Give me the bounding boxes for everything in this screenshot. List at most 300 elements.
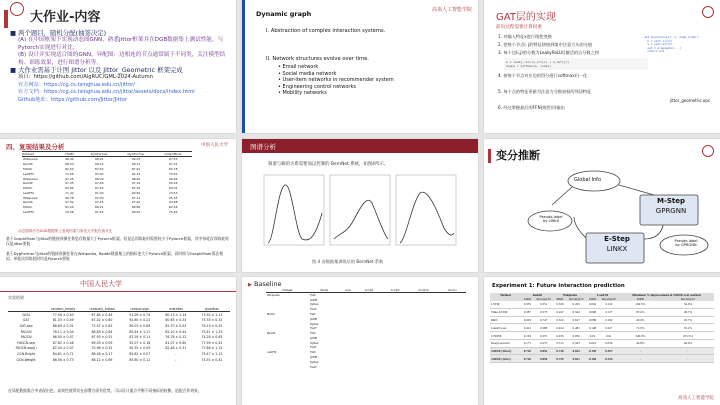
table-cell: 82.16 [168, 205, 178, 210]
table-cell: JODIE [309, 298, 318, 302]
table-cell: 0.148 [586, 324, 599, 332]
table-cell: 72.57 ± 0.63 [91, 323, 113, 328]
table-cell: 0.831 [566, 355, 586, 363]
table-cell: 44.8% [619, 339, 662, 347]
table-cell: 0.01 [586, 332, 599, 340]
table-cell: 0.247 [554, 308, 567, 316]
slide-dynamic-graph[interactable] [242, 0, 478, 133]
table-cell [266, 365, 309, 370]
table-cell: 0.257 [534, 332, 554, 340]
table-cell: 83.95 [65, 186, 74, 191]
table-cell: 0.563 [566, 339, 586, 347]
slide3-code-right: def execute(self, x, edge_index): h = self.lin(x) a = self.att(h) out = propagate(...) return out [644, 35, 700, 54]
e-step-model: LINKX [606, 245, 628, 253]
table-cell: 0.355 [521, 301, 534, 308]
table-cell: 86.05 ± 0.07 [52, 335, 74, 340]
slide-course-project[interactable] [0, 0, 236, 133]
table-cell: 75.41 ± 1.33 [201, 329, 223, 334]
table-row [8, 357, 230, 363]
table-cell: 68.48 ± 0.17 [91, 351, 113, 356]
table-cell: 97.25 [65, 176, 74, 181]
table-cell: 87.25 [131, 186, 141, 191]
table-header: Loss [345, 289, 351, 292]
table-cell: 87.82 ± 0.46 [52, 340, 74, 345]
table-cell: 20.4% [619, 316, 662, 324]
slide2-item2: II. Network structures evolve over time. [266, 56, 369, 62]
slide5-caption: 图 4 各数据集训练后的 BernNet 系数 [312, 259, 384, 264]
table-cell: 0.056 [566, 332, 586, 340]
table-cell: 98.40 [65, 157, 74, 162]
table-cell: 0.01 [599, 332, 619, 340]
table-subheader: Recall@10 [569, 297, 584, 301]
table-cell [340, 365, 357, 370]
table-cell: 92.60 ± 0.22 [129, 318, 151, 323]
table-cell: 340.0% [619, 332, 662, 340]
table-cell: 231.5% [662, 332, 714, 340]
table-cell: 96.78 [65, 195, 74, 200]
baseline-table [266, 289, 466, 370]
table-cell: FAGCN [20, 335, 32, 340]
slide1-body [10, 30, 230, 104]
slide2-left-bar [242, 0, 245, 133]
table-cell: 0.195 [586, 347, 599, 355]
table-cell: TGAT [309, 308, 317, 312]
table-cell: 0.019 [586, 339, 599, 347]
table-cell: 0.387 [521, 308, 534, 316]
table-cell: 71.66 [65, 171, 74, 176]
heterophily-table [8, 307, 230, 362]
table-subheader: MRR [523, 297, 531, 301]
table-cell: MOOC [267, 313, 276, 317]
table-cell: 0.551 [534, 301, 554, 308]
table-cell: 92.35 ± 0.09 [129, 346, 151, 351]
slide5-header-bar [242, 139, 478, 153]
table-cell: 0.254 [599, 355, 619, 363]
table-subheader: MRR [589, 297, 597, 301]
table-cell: 46.0% [662, 339, 714, 347]
table-cell: 0.747 [534, 316, 554, 324]
link-docs[interactable]: 官方文档：https://cg.cs.tsinghua.edu.cn/jittor/assets/docs/index.html [18, 89, 195, 96]
table-cell [356, 365, 382, 370]
table-cell: 99.22 [94, 162, 104, 167]
table-cell: 82.78 [168, 166, 178, 171]
table-cell: 98.91 [94, 157, 104, 162]
table-cell: 75.35 ± 0.32 [201, 318, 223, 323]
table-cell: 86.56 ± 0.73 [52, 357, 74, 362]
slide-baseline[interactable] [242, 277, 478, 405]
table-cell: 0.039 [599, 339, 619, 347]
table-cell: 77.99 ± 0.42 [201, 340, 223, 345]
table-header: Reddit [532, 293, 542, 297]
table-cell: 75.61 [168, 171, 178, 176]
table-cell: 77.56 ± 0.40 [52, 312, 74, 317]
table-cell: 18.7% [662, 316, 714, 324]
table-cell: 68.12 ± 0.69 [91, 357, 113, 362]
table-cell: 0.822 [566, 347, 586, 355]
table-cell: 74.91 ± 0.42 [201, 357, 223, 362]
table-header: Wikipedia [562, 293, 577, 297]
pseudo-label-linkx [534, 215, 568, 223]
table-cell: 98.09 [94, 176, 104, 181]
table-subheader: Recall@10 [680, 297, 696, 301]
table-cell: FAGCN-sep [17, 340, 35, 345]
table-cell: 60.65 ± 0.34 [165, 318, 187, 323]
table-cell: 87.44 ± 0.07 [52, 346, 74, 351]
table-cell: JODIE (Jittor) [490, 347, 521, 355]
link-project[interactable]: 项目：https://github.com/AlgRUC/GML-2024-Autumn [18, 74, 153, 81]
table-cell: 74.28 ± 0.65 [201, 335, 223, 340]
table-cell: 35.2% [662, 324, 714, 332]
table-cell [408, 365, 439, 370]
table-cell: DCN [22, 312, 30, 317]
results-table [22, 151, 192, 214]
pseudo-label-source: by GPRGNN [675, 243, 697, 248]
table-header: uniquely_kdbao [89, 307, 115, 311]
slide6-logo [702, 145, 714, 157]
table-cell: 97.25 [94, 200, 104, 205]
topic-b: (B) 设计并实现适合图的GNN。异配图：边相连的节点通常属于不同类，关注模型结构、训练效果，进行图谱分析等。 [18, 52, 226, 66]
table-cell: 0.119 [599, 301, 619, 308]
table-header: mistakes [168, 307, 183, 311]
link-website[interactable]: 官方网站：https://cg.cs.tsinghua.edu.cn/jittor/ [18, 81, 136, 88]
table-cell: GAT [22, 318, 30, 323]
slide-gat-layer[interactable] [484, 0, 720, 133]
slide4-logo: 中国人民大学 [201, 143, 228, 148]
table-cell: Wikipedia [23, 195, 38, 200]
table-cell: 0.522 [554, 316, 567, 324]
table-cell: 97.48 [94, 181, 104, 186]
table-header: Dataset [282, 289, 293, 292]
table-cell: 0.573 [534, 308, 554, 316]
table-cell: 90.50 [131, 190, 141, 195]
table-cell: MOOC [23, 186, 33, 191]
table-cell: MOOC [23, 166, 33, 171]
table-row [490, 308, 714, 316]
table-cell: 104.5% [619, 301, 662, 308]
list-item: • Email network [278, 64, 319, 70]
table-cell: DyRep [309, 360, 319, 364]
slide1-accent-bar [4, 10, 8, 28]
table-cell: - [175, 357, 177, 362]
table-cell: JODIE [309, 336, 318, 340]
table-cell: LSTM [490, 301, 521, 308]
table-cell: RRN [490, 316, 521, 324]
table-cell: Reddit [23, 162, 33, 167]
table-cell: 81.20 [65, 205, 74, 210]
table-header: Method [500, 293, 511, 297]
table-cell: 82.10 ± 0.44 [165, 329, 187, 334]
table-header: LastFM [596, 293, 608, 297]
table-cell: 85.82 ± 0.07 [129, 351, 151, 356]
slide4-title: 四、复现结果及分析 [6, 143, 65, 151]
slide-experiment-1[interactable] [484, 277, 720, 405]
table-cell: 98.60 [131, 176, 141, 181]
table-cell: 0.759 [554, 355, 567, 363]
slide8-title [248, 280, 282, 288]
table-cell: 90.02 [131, 209, 141, 214]
table-cell: 0.421 [521, 324, 534, 332]
step-item: 2. 把每个节点i, j的特征拼接到第中注意力头的分值 [498, 42, 593, 47]
table-cell: 0.182 [599, 316, 619, 324]
table-cell: JODIE (Ours) [490, 355, 521, 363]
table-cell: 0.455 [566, 301, 586, 308]
table-subheader: Recall@10 [601, 297, 616, 301]
table-header: DyGFormer [90, 152, 108, 156]
table-cell: 97.40 [131, 200, 141, 205]
slide2-logo: 高瓴人工智能学院 [431, 7, 472, 13]
table-cell: LastFM [23, 171, 34, 176]
table-header: DyGFormer [127, 152, 145, 156]
pseudo-label-source: by LINKX [542, 219, 560, 224]
table-cell: DyRep [309, 322, 319, 326]
slide5-title: 图谱分析 [250, 143, 276, 151]
slide1-title: 大作业-内容 [30, 10, 101, 25]
table-cell: 76.76 ± 0.12 [165, 335, 187, 340]
slide8-title-text: Baseline [253, 280, 282, 288]
bernnet-coefficients-chart [262, 173, 462, 255]
table-cell: 67.93 ± 0.51 [91, 335, 113, 340]
table-cell: 0.068 [586, 308, 599, 316]
table-cell: 86.89 ± 0.31 [52, 323, 74, 328]
table-cell: FAGCN-sep(J) [15, 346, 37, 351]
table-cell: TGAT [309, 346, 317, 350]
step-item: 6. 经过掌握最后的FFN(线性层)输出 [498, 105, 565, 110]
table-row [266, 365, 466, 370]
table-cell: 0.137 [599, 308, 619, 316]
table-cell: 99.11 [131, 162, 141, 167]
table-cell: 0.165 [521, 332, 534, 340]
slide7-logo: 中国人民大学 [80, 280, 122, 288]
pseudo-label-text: Pseudo-label [674, 239, 698, 243]
table-cell: TGN [309, 332, 316, 336]
table-cell: 71.9% [619, 324, 662, 332]
table-cell: 82.50 [65, 166, 74, 171]
slide6-title: 变分推断 [496, 149, 540, 162]
slide2-item1: I. Abstraction of complex interaction systems. [266, 28, 386, 34]
table-cell: TGN [309, 351, 316, 355]
table-cell: 73.53 [168, 190, 178, 195]
table-cell: 91.55 [94, 209, 104, 214]
table-cell: 94.98 [168, 200, 178, 205]
table-cell: 0.603 [521, 316, 534, 324]
table-header: TGNN [65, 152, 74, 156]
table-cell [382, 365, 408, 370]
table-cell: 99.03 [131, 157, 141, 162]
table-cell: 91.00 [94, 190, 104, 195]
table-cell: 71.42 [65, 190, 74, 195]
table-cell: GAT-sep [19, 323, 33, 328]
table-row [490, 316, 714, 324]
table-cell: 91.26 ± 0.74 [129, 312, 151, 317]
slide-variational-inference[interactable] [484, 139, 720, 272]
table-cell: TGAT [309, 327, 317, 331]
table-cell: FAGCN [20, 329, 32, 334]
table-cell: 87.16 ± 0.11 [129, 335, 151, 340]
table-cell: Reddit [23, 200, 33, 205]
table-cell [439, 365, 466, 370]
slide7-text: 在异配数据集合中表现出色，高效性使得其在部署方面有优势，可以设计重点平衡不同指标的权衡。追配合作效果。 [8, 388, 202, 393]
table-cell: DyRep [309, 341, 319, 345]
table-subheader: MRR [556, 297, 564, 301]
table-cell: 70.96 ± 0.32 [91, 346, 113, 351]
slide-heterophily-results[interactable] [0, 277, 236, 405]
table-cell: 86.80 [131, 205, 141, 210]
m-step-model: GPRGNN [655, 207, 687, 215]
step-item: 5. 每个点的特征更新为注意力分数加权的邻居特征 [498, 89, 592, 94]
table-cell: 97.12 [131, 181, 141, 186]
table-cell: 79.19 ± 0.45 [201, 323, 223, 328]
table-cell: 96.65 [168, 176, 178, 181]
table-cell: JODIE [309, 317, 318, 321]
slide9-logo: 高瓴人工智能学院 [678, 396, 714, 401]
table-cell: 0.424 [554, 324, 567, 332]
table-cell: GCN-Weight [16, 357, 36, 362]
table-subheader: Recall@10 [536, 297, 551, 301]
list-item: • Engineering control networks [278, 83, 356, 90]
table-row [490, 355, 714, 363]
table-cell: 92.07 ± 0.18 [129, 340, 151, 345]
table-cell: 80.13 ± 1.14 [165, 312, 187, 317]
table-cell: 0.746 [554, 347, 567, 355]
table-cell: 0.342 [566, 308, 586, 316]
table-cell: 0.481 [566, 324, 586, 332]
table-cell: 87.52 [94, 186, 104, 191]
table-row [22, 210, 192, 215]
table-cell: 70.08 [65, 209, 74, 214]
table-cell: 97.02 [65, 200, 74, 205]
slide-reproduction-results[interactable] [0, 139, 236, 272]
table-cell: 85.44 ± 1.11 [129, 329, 151, 334]
table-cell: LastFM [267, 351, 277, 355]
list-item: • Mobility networks [278, 90, 327, 97]
table-cell: 0.275 [534, 339, 554, 347]
table-cell: 87.6% [619, 308, 662, 316]
slide2-title: Dynamic graph [256, 10, 312, 18]
table-header: GraphMixer [164, 152, 182, 156]
slide7-title: 实验结果 [8, 295, 24, 300]
table-cell: 84.01 [168, 186, 178, 191]
list-item: • Social media network [278, 70, 337, 77]
table-cell: CTDNE [490, 332, 521, 340]
table-cell: 67.42 ± 0.60 [91, 318, 113, 323]
table-cell: 0.171 [521, 339, 534, 347]
table-header: Minimum % improvement of JODIE over method [632, 293, 701, 297]
table-cell: DeepCoevolve [490, 339, 521, 347]
table-cell: TGAT [309, 365, 317, 369]
table-cell: JODIE [309, 356, 318, 360]
table-cell: GCN-Bright [17, 351, 35, 356]
table-cell: Time-LSTM [490, 308, 521, 316]
table-subheader-row [490, 297, 714, 301]
table-cell: 95.35 [168, 195, 178, 200]
table-cell: TGN [309, 293, 316, 297]
slide-spectrum-analysis[interactable] [242, 139, 478, 272]
slide3-sub: 前向过程需要计算权重 [496, 25, 542, 30]
table-header: unique-sign [130, 307, 150, 311]
experiment-table [490, 293, 714, 363]
topic-a: (A) 在中国框架下实现动态图GNN，熟悉Jittor框架并在DGB数据集上测试性能，与Pytorch实现进行对比； [18, 37, 224, 51]
table-cell: 0.227 [599, 324, 619, 332]
table-cell: 48.7% [662, 308, 714, 316]
table-cell: 0.515 [554, 339, 567, 347]
play-icon: ▶ [248, 282, 252, 288]
subplot-3 [396, 175, 456, 245]
table-cell: 97.00 [94, 195, 104, 200]
slide6-accent [488, 149, 491, 163]
table-cell: 0.307 [599, 347, 619, 355]
table-cell: 90.03 ± 0.89 [129, 323, 151, 328]
table-cell: 85.60 ± 0.12 [129, 357, 151, 362]
list-item: • User-item networks in recommender system [278, 77, 394, 84]
slide4-caption: 动态图算法在DGB数据集上复现结果与原论文中报告值对比 [18, 229, 113, 233]
table-cell: 69.05 ± 0.09 [91, 340, 113, 345]
slide4-text2: 基于DygFormer与jittor的链接预测任务在Wikipedia, Reddit数据集上的指标更大于Pytorch框架，而时间与GraphMixer算法相似，单轮次训练耗时均是Pytorch要低 [6, 251, 224, 261]
table-cell: 0.726 [521, 355, 534, 363]
table-cell: 0.035 [554, 332, 567, 340]
slide7-header-line [0, 291, 236, 292]
table-cell: 97.25 [168, 157, 178, 162]
table-header: Dataset [22, 152, 34, 156]
slide9-title: Experiment 1: Future interaction prediction [492, 283, 625, 289]
slide5-text: 频谱与熵的关系需要加以控制的 BernNet 系统，如图4所示。 [268, 162, 389, 167]
table-cell: 68.83 ± 0.64 [91, 329, 113, 334]
table-cell: DyRep [309, 303, 319, 307]
slide2-list [278, 64, 394, 97]
table-cell: 0.329 [554, 301, 567, 308]
table-cell: 77.86 ± 1.12 [201, 346, 223, 351]
table-row [490, 332, 714, 340]
table-cell: - [662, 347, 714, 355]
slide1-logo [10, 2, 24, 16]
bullet-topics: ■ 两个题目，随机分配(抽签决定) [10, 29, 107, 37]
table-cell: 0.617 [566, 316, 586, 324]
table-cell: 54.0% [662, 301, 714, 308]
table-cell: LastFM [23, 209, 34, 214]
table-cell: 75.83 [168, 209, 178, 214]
global-info-label: Global Info [574, 177, 602, 183]
table-cell: - [175, 351, 177, 356]
table-header: Val Acc [447, 289, 457, 292]
step-item: 4. 按每个节点对应边的得分进行softmax归一化 [498, 73, 588, 78]
table-header: Model [320, 289, 329, 292]
table-cell: 93.00 [94, 171, 104, 176]
table-cell: 0.089 [586, 316, 599, 324]
table-cell: 0.726 [521, 347, 534, 355]
table-cell: 98.53 [65, 162, 74, 167]
step-item: 1. 对输入特征x进行线性变换 [498, 34, 552, 39]
table-cell: 81.53 ± 0.49 [52, 318, 74, 323]
table-cell: 97.05 [65, 181, 74, 186]
table-cell: 82.48 ± 0.31 [165, 346, 187, 351]
table-cell: Wikipedia [23, 157, 38, 162]
subplot-1 [264, 175, 324, 245]
table-cell: 97.31 [168, 162, 178, 167]
table-cell: LastFM [23, 190, 34, 195]
link-github[interactable]: Github地址：https://github.com/Jittor/Jittor [18, 96, 128, 103]
table-cell: Reddit [23, 181, 33, 186]
table-cell: 84.61 ± 0.71 [52, 351, 74, 356]
pseudo-label-gprgnn [668, 239, 704, 247]
table-cell: 0.062 [586, 301, 599, 308]
slide3-title: GAT层的实现 [496, 12, 556, 23]
table-cell: MOOC [23, 205, 33, 210]
table-header: Acc@10 [418, 289, 429, 292]
table-cell: 0.850 [534, 355, 554, 363]
bullet-framework: ■ 大作业需基于计图 Jittor 以及 Jittor_Geometric 框架完成 [10, 66, 183, 75]
pseudo-label-text: Pseudo-label [539, 215, 563, 219]
table-cell: - [619, 347, 662, 355]
slide3-steps [498, 34, 648, 111]
